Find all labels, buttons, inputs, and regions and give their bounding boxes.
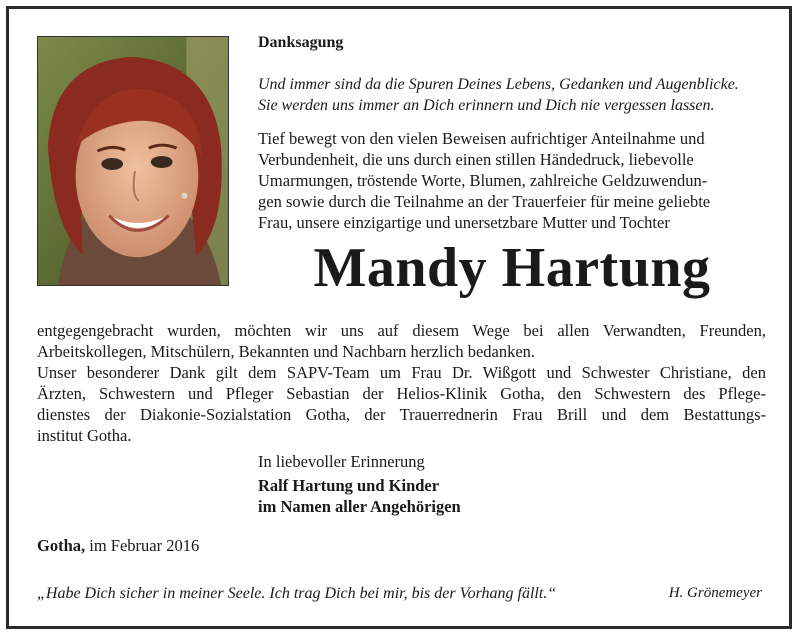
intro-line: Frau, unsere einzigartige und unersetzbare Mutter und Tochter	[258, 213, 670, 232]
signer-line: Ralf Hartung und Kinder	[258, 476, 440, 495]
verse-line: Sie werden uns immer an Dich erinnern und Dich nie vergessen lassen.	[258, 97, 715, 114]
intro-line: Tief bewegt von den vielen Beweisen aufrichtiger Anteilnahme und	[258, 129, 705, 148]
notice-heading: Danksagung	[258, 34, 344, 51]
intro-line: Verbundenheit, die uns durch einen stillen Händedruck, liebevolle	[258, 150, 694, 169]
portrait-photo	[37, 36, 229, 286]
body-line: Arbeitskollegen, Mitschülern, Bekannten und Nachbarn herzlich bedanken.	[37, 342, 536, 361]
body-line: Ärzten, Schwestern und Pfleger Sebastian der Helios-Klinik Gotha, den Schwestern des Pflege-	[37, 384, 766, 403]
signer-line: im Namen aller Angehörigen	[258, 497, 461, 516]
date: im Februar 2016	[89, 536, 200, 555]
portrait-image	[38, 37, 228, 285]
body-line: institut Gotha.	[37, 426, 132, 445]
verse-line: Und immer sind da die Spuren Deines Lebens, Gedanken und Augenblicke.	[258, 76, 739, 93]
intro-paragraph	[258, 128, 766, 233]
place-date	[37, 535, 199, 556]
quote-author: H. Grönemeyer	[668, 585, 762, 601]
verse	[258, 74, 778, 116]
deceased-name: Mandy Hartung	[313, 237, 711, 299]
body-line: Unser besonderer Dank gilt dem SAPV-Team um Frau Dr. Wißgott und Schwester Christiane, den	[37, 363, 766, 382]
intro-line: gen sowie durch die Teilnahme an der Trauerfeier für meine geliebte	[258, 192, 711, 211]
body-line: dienstes der Diakonie-Sozialstation Gotha, der Trauerrednerin Frau Brill und dem Bestattungs-	[37, 405, 766, 424]
intro-line: Umarmungen, tröstende Worte, Blumen, zahlreiche Geldzuwendun-	[258, 171, 708, 190]
body-paragraph	[37, 320, 766, 446]
quote: „Habe Dich sicher in meiner Seele. Ich trag Dich bei mir, bis der Vorhang fällt.“	[37, 585, 557, 602]
signers	[258, 475, 461, 517]
closing-phrase: In liebevoller Erinnerung	[258, 452, 425, 471]
place: Gotha,	[37, 536, 86, 555]
body-line: entgegengebracht wurden, möchten wir uns auf diesem Wege bei allen Verwandten, Freunden,	[37, 321, 766, 340]
